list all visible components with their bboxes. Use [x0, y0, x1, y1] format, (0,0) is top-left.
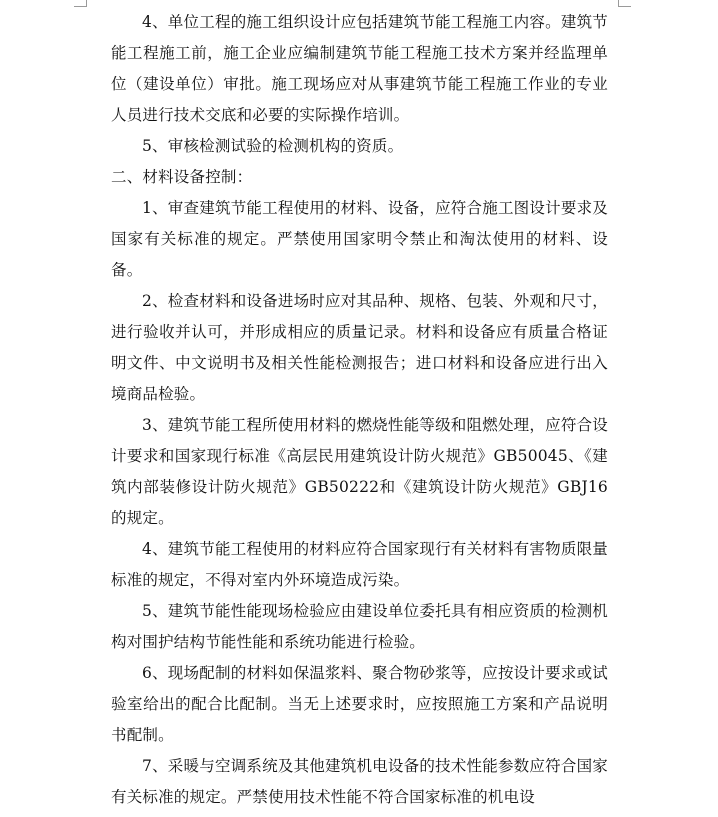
document-body	[111, 7, 608, 813]
paragraph-7: 5、建筑节能性能现场检验应由建设单位委托具有相应资质的检测机构对围护结构节能性能和系统功能进行检验。	[111, 602, 608, 651]
section-heading-materials: 二、材料设备控制：	[111, 168, 253, 186]
paragraph-3: 1、审查建筑节能工程使用的材料、设备，应符合施工图设计要求及国家有关标准的规定。严禁使用国家明令禁止和淘汰使用的材料、设备。	[111, 199, 608, 279]
paragraph-2: 5、审核检测试验的检测机构的资质。	[142, 137, 404, 155]
paragraph-6: 4、建筑节能工程使用的材料应符合国家现行有关材料有害物质限量标准的规定，不得对室内外环境造成污染。	[111, 540, 608, 589]
margin-corner-mark-right	[618, 0, 631, 7]
paragraph-1: 4、单位工程的施工组织设计应包括建筑节能工程施工内容。建筑节能工程施工前，施工企业应编制建筑节能工程施工技术方案并经监理单位（建设单位）审批。施工现场应对从事建筑节能工程施工作业的专业人员进行技术交底和必要的实际操作培训。	[111, 13, 608, 124]
paragraph-4: 2、检查材料和设备进场时应对其品种、规格、包装、外观和尺寸，进行验收并认可，并形成相应的质量记录。材料和设备应有质量合格证明文件、中文说明书及相关性能检测报告；进口材料和设备应进行出入境商品检验。	[111, 292, 608, 403]
paragraph-5: 3、建筑节能工程所使用材料的燃烧性能等级和阻燃处理，应符合设计要求和国家现行标准《高层民用建筑设计防火规范》GB50045、《建筑内部装修设计防火规范》GB50222和《建筑设计防火规范》GBJ16的规定。	[111, 416, 608, 527]
margin-corner-mark-left	[74, 0, 87, 7]
paragraph-9: 7、采暖与空调系统及其他建筑机电设备的技术性能参数应符合国家有关标准的规定。严禁使用技术性能不符合国家标准的机电设	[111, 757, 608, 806]
paragraph-8: 6、现场配制的材料如保温浆料、聚合物砂浆等，应按设计要求或试验室给出的配合比配制。当无上述要求时，应按照施工方案和产品说明书配制。	[111, 664, 608, 744]
